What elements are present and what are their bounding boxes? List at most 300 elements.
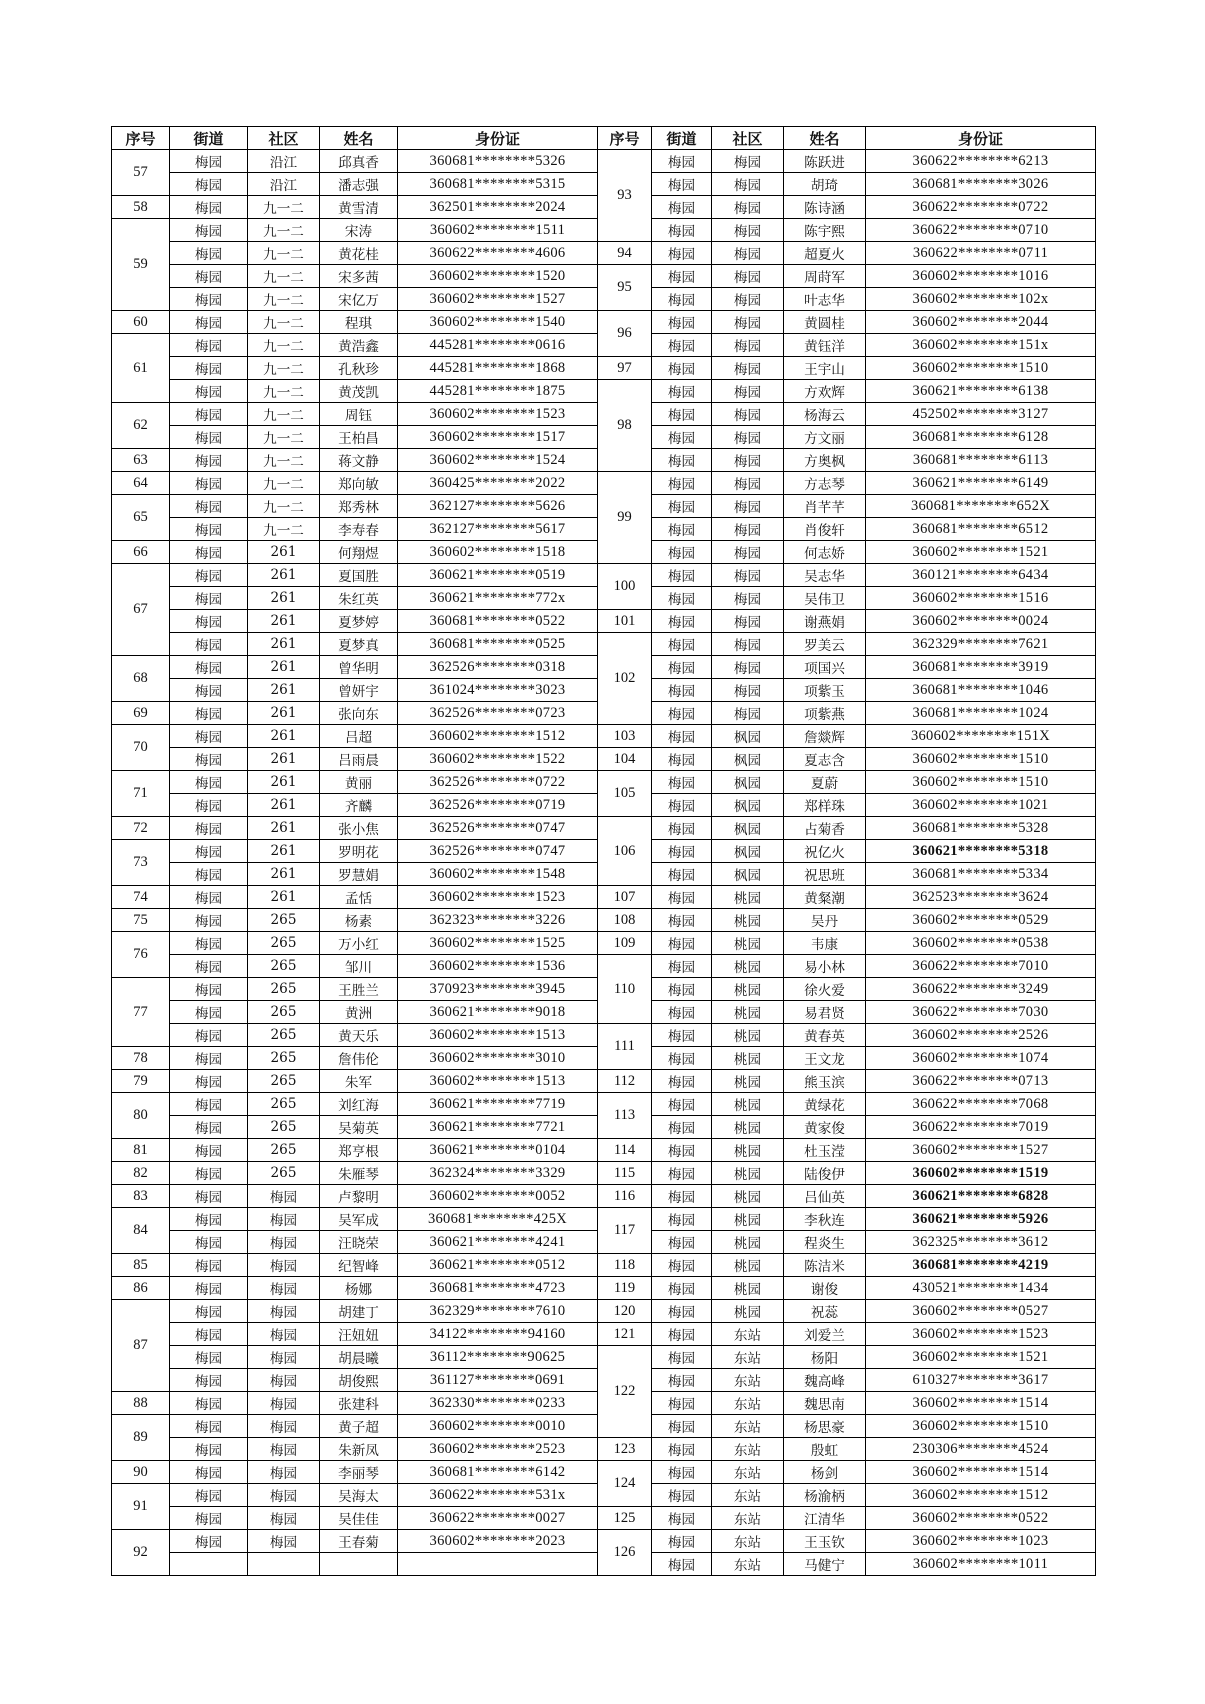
id-cell: 360622********531x	[398, 1484, 598, 1507]
name-cell: 黄家俊	[784, 1116, 866, 1139]
roster-body	[112, 150, 1096, 1576]
street-cell: 梅园	[652, 1162, 712, 1185]
id-cell: 362526********0318	[398, 656, 598, 679]
name-cell: 陈跃进	[784, 150, 866, 173]
id-cell: 362501********2024	[398, 196, 598, 219]
id-cell: 360602********2523	[398, 1438, 598, 1461]
street-cell: 梅园	[652, 541, 712, 564]
name-cell: 朱红英	[320, 587, 398, 610]
name-cell: 吴海太	[320, 1484, 398, 1507]
name-cell: 黄雪清	[320, 196, 398, 219]
community-cell: 九一二	[248, 219, 320, 242]
id-cell: 445281********1875	[398, 380, 598, 403]
id-cell: 360681********1046	[866, 679, 1096, 702]
community-cell: 东站	[712, 1461, 784, 1484]
street-cell: 梅园	[170, 1208, 248, 1231]
seq-cell: 96	[598, 311, 652, 357]
table-row	[112, 725, 1096, 748]
community-cell: 梅园	[712, 679, 784, 702]
community-cell: 九一二	[248, 242, 320, 265]
id-cell: 360622********0027	[398, 1507, 598, 1530]
street-cell: 梅园	[652, 1001, 712, 1024]
community-cell	[248, 1553, 320, 1576]
name-cell: 黄绿花	[784, 1093, 866, 1116]
id-cell: 360681********0525	[398, 633, 598, 656]
seq-cell: 109	[598, 932, 652, 955]
name-cell: 黄圆桂	[784, 311, 866, 334]
street-cell: 梅园	[652, 380, 712, 403]
community-cell: 桃园	[712, 1116, 784, 1139]
id-cell: 360602********1513	[398, 1024, 598, 1047]
seq-cell: 106	[598, 817, 652, 886]
id-cell: 362325********3612	[866, 1231, 1096, 1254]
street-cell: 梅园	[170, 564, 248, 587]
name-cell: 张向东	[320, 702, 398, 725]
street-cell: 梅园	[170, 311, 248, 334]
community-cell: 梅园	[712, 702, 784, 725]
name-cell: 魏高峰	[784, 1369, 866, 1392]
id-cell: 430521********1434	[866, 1277, 1096, 1300]
id-cell: 360622********7019	[866, 1116, 1096, 1139]
street-cell: 梅园	[170, 150, 248, 173]
name-cell: 吴菊英	[320, 1116, 398, 1139]
name-cell: 杨渝柄	[784, 1484, 866, 1507]
id-cell: 362526********0722	[398, 771, 598, 794]
id-cell: 360621********4241	[398, 1231, 598, 1254]
table-row	[112, 1024, 1096, 1047]
table-row	[112, 265, 1096, 288]
id-cell: 360602********1510	[866, 748, 1096, 771]
id-cell: 360602********1021	[866, 794, 1096, 817]
id-cell: 360602********2044	[866, 311, 1096, 334]
name-cell: 谢俊	[784, 1277, 866, 1300]
street-cell: 梅园	[652, 702, 712, 725]
table-row	[112, 1162, 1096, 1185]
id-cell: 360602********0527	[866, 1300, 1096, 1323]
name-cell: 朱军	[320, 1070, 398, 1093]
id-cell: 360622********0722	[866, 196, 1096, 219]
id-cell: 360681********5328	[866, 817, 1096, 840]
name-cell: 郑样珠	[784, 794, 866, 817]
table-row	[112, 1070, 1096, 1093]
seq-cell: 116	[598, 1185, 652, 1208]
seq-cell: 68	[112, 656, 170, 702]
seq-cell: 113	[598, 1093, 652, 1139]
community-cell: 桃园	[712, 1024, 784, 1047]
name-cell: 方文丽	[784, 426, 866, 449]
community-cell: 梅园	[712, 426, 784, 449]
name-cell: 陆俊伊	[784, 1162, 866, 1185]
seq-cell: 71	[112, 771, 170, 817]
id-cell: 360602********0010	[398, 1415, 598, 1438]
seq-cell: 115	[598, 1162, 652, 1185]
street-cell: 梅园	[652, 495, 712, 518]
name-cell: 詹燚辉	[784, 725, 866, 748]
id-cell: 360621********0512	[398, 1254, 598, 1277]
community-cell: 桃园	[712, 1254, 784, 1277]
community-cell: 东站	[712, 1530, 784, 1553]
id-cell: 360622********4606	[398, 242, 598, 265]
community-cell: 梅园	[712, 334, 784, 357]
name-cell: 王胜兰	[320, 978, 398, 1001]
name-cell: 何翔煜	[320, 541, 398, 564]
id-cell: 360621********6149	[866, 472, 1096, 495]
seq-cell: 58	[112, 196, 170, 219]
name-cell: 王玉钦	[784, 1530, 866, 1553]
name-cell: 孟恬	[320, 886, 398, 909]
id-cell: 360622********7030	[866, 1001, 1096, 1024]
id-cell: 360621********0519	[398, 564, 598, 587]
street-cell: 梅园	[652, 1185, 712, 1208]
id-cell: 360602********1074	[866, 1047, 1096, 1070]
street-cell: 梅园	[652, 932, 712, 955]
street-cell: 梅园	[170, 1438, 248, 1461]
name-cell: 郑亨根	[320, 1139, 398, 1162]
street-cell: 梅园	[170, 771, 248, 794]
id-cell: 360602********1023	[866, 1530, 1096, 1553]
id-cell: 360681********0522	[398, 610, 598, 633]
street-cell: 梅园	[652, 173, 712, 196]
table-row	[112, 380, 1096, 403]
street-cell: 梅园	[170, 886, 248, 909]
street-cell: 梅园	[652, 1507, 712, 1530]
community-cell: 梅园	[712, 150, 784, 173]
name-cell: 熊玉滨	[784, 1070, 866, 1093]
id-cell: 360621********0104	[398, 1139, 598, 1162]
id-cell: 360602********1517	[398, 426, 598, 449]
community-cell: 梅园	[248, 1530, 320, 1553]
street-cell: 梅园	[652, 1553, 712, 1576]
seq-cell: 61	[112, 334, 170, 403]
street-cell: 梅园	[652, 449, 712, 472]
community-cell: 梅园	[248, 1300, 320, 1323]
street-cell: 梅园	[652, 886, 712, 909]
community-cell: 梅园	[712, 449, 784, 472]
seq-cell: 118	[598, 1254, 652, 1277]
table-row	[112, 1277, 1096, 1300]
community-cell: 梅园	[712, 541, 784, 564]
table-row	[112, 771, 1096, 794]
id-cell: 360602********1513	[398, 1070, 598, 1093]
name-cell: 郑秀林	[320, 495, 398, 518]
name-cell: 方志琴	[784, 472, 866, 495]
seq-cell: 91	[112, 1484, 170, 1530]
street-cell: 梅园	[170, 1185, 248, 1208]
name-cell: 孔秋珍	[320, 357, 398, 380]
street-cell: 梅园	[170, 1001, 248, 1024]
header-community: 社区	[712, 127, 784, 150]
id-cell: 360602********1514	[866, 1461, 1096, 1484]
community-cell: 261	[248, 794, 320, 817]
id-cell	[398, 1553, 598, 1576]
community-cell: 桃园	[712, 1001, 784, 1024]
header-row	[112, 127, 1096, 150]
id-cell: 230306********4524	[866, 1438, 1096, 1461]
community-cell: 桃园	[712, 955, 784, 978]
street-cell: 梅园	[652, 817, 712, 840]
name-cell: 黄子超	[320, 1415, 398, 1438]
seq-cell: 125	[598, 1507, 652, 1530]
street-cell: 梅园	[652, 633, 712, 656]
table-row	[112, 1185, 1096, 1208]
street-cell: 梅园	[652, 1438, 712, 1461]
community-cell: 梅园	[712, 265, 784, 288]
table-row	[112, 1461, 1096, 1484]
table-row	[112, 1530, 1096, 1553]
community-cell: 261	[248, 886, 320, 909]
street-cell: 梅园	[170, 610, 248, 633]
community-cell: 桃园	[712, 1047, 784, 1070]
id-cell: 360681********5334	[866, 863, 1096, 886]
community-cell: 东站	[712, 1392, 784, 1415]
community-cell: 九一二	[248, 380, 320, 403]
community-cell: 梅园	[248, 1231, 320, 1254]
street-cell: 梅园	[652, 426, 712, 449]
street-cell: 梅园	[170, 1093, 248, 1116]
name-cell: 项国兴	[784, 656, 866, 679]
id-cell: 34122********94160	[398, 1323, 598, 1346]
id-cell: 360602********1512	[398, 725, 598, 748]
street-cell: 梅园	[170, 1461, 248, 1484]
seq-cell: 114	[598, 1139, 652, 1162]
community-cell: 265	[248, 1162, 320, 1185]
community-cell: 261	[248, 840, 320, 863]
seq-cell: 64	[112, 472, 170, 495]
street-cell: 梅园	[170, 1323, 248, 1346]
seq-cell: 81	[112, 1139, 170, 1162]
id-cell: 360602********0024	[866, 610, 1096, 633]
community-cell: 261	[248, 587, 320, 610]
community-cell: 沿江	[248, 173, 320, 196]
table-row	[112, 932, 1096, 955]
name-cell: 徐火爱	[784, 978, 866, 1001]
id-cell: 360622********7010	[866, 955, 1096, 978]
street-cell: 梅园	[170, 978, 248, 1001]
name-cell: 杨海云	[784, 403, 866, 426]
name-cell: 邹川	[320, 955, 398, 978]
street-cell: 梅园	[170, 472, 248, 495]
street-cell: 梅园	[170, 288, 248, 311]
name-cell: 胡晨曦	[320, 1346, 398, 1369]
seq-cell: 97	[598, 357, 652, 380]
street-cell: 梅园	[652, 472, 712, 495]
seq-cell: 77	[112, 978, 170, 1047]
id-cell: 360602********1524	[398, 449, 598, 472]
seq-cell: 107	[598, 886, 652, 909]
seq-cell: 66	[112, 541, 170, 564]
street-cell: 梅园	[652, 1093, 712, 1116]
seq-cell: 121	[598, 1323, 652, 1346]
community-cell: 梅园	[248, 1369, 320, 1392]
seq-cell: 98	[598, 380, 652, 472]
community-cell: 梅园	[712, 656, 784, 679]
street-cell: 梅园	[170, 725, 248, 748]
name-cell: 卢黎明	[320, 1185, 398, 1208]
street-cell: 梅园	[170, 265, 248, 288]
id-cell: 360602********0529	[866, 909, 1096, 932]
name-cell: 刘爱兰	[784, 1323, 866, 1346]
id-cell: 360681********6113	[866, 449, 1096, 472]
community-cell: 九一二	[248, 265, 320, 288]
name-cell: 杨阳	[784, 1346, 866, 1369]
id-cell: 360602********1523	[398, 886, 598, 909]
street-cell: 梅园	[652, 1024, 712, 1047]
id-cell: 360602********1527	[866, 1139, 1096, 1162]
name-cell: 陈洁米	[784, 1254, 866, 1277]
name-cell: 罗慧娟	[320, 863, 398, 886]
street-cell: 梅园	[652, 1369, 712, 1392]
table-row	[112, 748, 1096, 771]
street-cell: 梅园	[652, 840, 712, 863]
id-cell: 360681********3919	[866, 656, 1096, 679]
name-cell: 黄天乐	[320, 1024, 398, 1047]
seq-cell: 105	[598, 771, 652, 817]
name-cell: 吴伟卫	[784, 587, 866, 610]
id-cell: 360602********1521	[866, 541, 1096, 564]
id-cell: 360622********7068	[866, 1093, 1096, 1116]
id-cell: 360602********0522	[866, 1507, 1096, 1530]
community-cell: 东站	[712, 1415, 784, 1438]
seq-cell: 119	[598, 1277, 652, 1300]
name-cell: 占菊香	[784, 817, 866, 840]
street-cell: 梅园	[170, 1024, 248, 1047]
id-cell: 362127********5617	[398, 518, 598, 541]
table-row	[112, 311, 1096, 334]
community-cell: 梅园	[248, 1323, 320, 1346]
seq-cell: 73	[112, 840, 170, 886]
seq-cell: 72	[112, 817, 170, 840]
street-cell: 梅园	[652, 725, 712, 748]
header-name: 姓名	[784, 127, 866, 150]
id-cell: 360681********652X	[866, 495, 1096, 518]
table-row	[112, 242, 1096, 265]
table-row	[112, 1323, 1096, 1346]
community-cell: 梅园	[248, 1461, 320, 1484]
id-cell: 360602********1536	[398, 955, 598, 978]
id-cell: 362330********0233	[398, 1392, 598, 1415]
name-cell: 李秋连	[784, 1208, 866, 1231]
name-cell: 夏蔚	[784, 771, 866, 794]
community-cell: 265	[248, 955, 320, 978]
name-cell: 祝蕊	[784, 1300, 866, 1323]
name-cell: 黄春英	[784, 1024, 866, 1047]
community-cell: 梅园	[712, 403, 784, 426]
name-cell: 夏梦婷	[320, 610, 398, 633]
community-cell: 梅园	[248, 1185, 320, 1208]
name-cell: 宋涛	[320, 219, 398, 242]
community-cell: 桃园	[712, 1300, 784, 1323]
name-cell: 陈宇熙	[784, 219, 866, 242]
community-cell: 九一二	[248, 472, 320, 495]
table-row	[112, 909, 1096, 932]
name-cell: 杨思豪	[784, 1415, 866, 1438]
table-row	[112, 564, 1096, 587]
id-cell: 360602********1521	[866, 1346, 1096, 1369]
street-cell: 梅园	[170, 1277, 248, 1300]
table-row	[112, 817, 1096, 840]
street-cell: 梅园	[170, 196, 248, 219]
seq-cell: 101	[598, 610, 652, 633]
id-cell: 360621********7719	[398, 1093, 598, 1116]
id-cell: 362329********7610	[398, 1300, 598, 1323]
seq-cell: 67	[112, 564, 170, 656]
seq-cell: 84	[112, 1208, 170, 1254]
street-cell: 梅园	[170, 909, 248, 932]
name-cell: 陈诗涵	[784, 196, 866, 219]
name-cell: 詹伟伦	[320, 1047, 398, 1070]
community-cell: 东站	[712, 1553, 784, 1576]
name-cell: 黄钰洋	[784, 334, 866, 357]
table-row	[112, 1346, 1096, 1369]
community-cell: 桃园	[712, 1231, 784, 1254]
name-cell: 蒋文静	[320, 449, 398, 472]
street-cell: 梅园	[170, 1507, 248, 1530]
community-cell: 桃园	[712, 909, 784, 932]
seq-cell: 57	[112, 150, 170, 196]
name-cell: 祝思班	[784, 863, 866, 886]
community-cell: 九一二	[248, 357, 320, 380]
name-cell: 王宇山	[784, 357, 866, 380]
community-cell: 261	[248, 610, 320, 633]
id-cell: 360621********772x	[398, 587, 598, 610]
name-cell: 胡琦	[784, 173, 866, 196]
seq-cell: 86	[112, 1277, 170, 1300]
street-cell	[170, 1553, 248, 1576]
id-cell: 360602********1527	[398, 288, 598, 311]
community-cell: 梅园	[712, 242, 784, 265]
id-cell: 361127********0691	[398, 1369, 598, 1392]
id-cell: 360602********0538	[866, 932, 1096, 955]
name-cell: 黄茂凯	[320, 380, 398, 403]
street-cell: 梅园	[170, 863, 248, 886]
seq-cell: 108	[598, 909, 652, 932]
id-cell: 360602********1511	[398, 219, 598, 242]
name-cell: 项紫玉	[784, 679, 866, 702]
roster-table	[111, 126, 1096, 1576]
id-cell: 360602********0052	[398, 1185, 598, 1208]
community-cell: 九一二	[248, 311, 320, 334]
name-cell: 易君贤	[784, 1001, 866, 1024]
street-cell: 梅园	[652, 219, 712, 242]
name-cell: 杨娜	[320, 1277, 398, 1300]
street-cell: 梅园	[170, 242, 248, 265]
name-cell: 纪智峰	[320, 1254, 398, 1277]
street-cell: 梅园	[170, 679, 248, 702]
id-cell: 360681********425X	[398, 1208, 598, 1231]
name-cell: 吴丹	[784, 909, 866, 932]
seq-cell: 93	[598, 150, 652, 242]
id-cell: 610327********3617	[866, 1369, 1096, 1392]
name-cell: 杨剑	[784, 1461, 866, 1484]
community-cell: 桃园	[712, 1162, 784, 1185]
community-cell: 梅园	[248, 1277, 320, 1300]
header-community: 社区	[248, 127, 320, 150]
name-cell: 朱雁琴	[320, 1162, 398, 1185]
seq-cell: 87	[112, 1300, 170, 1392]
street-cell: 梅园	[170, 656, 248, 679]
id-cell: 360681********6142	[398, 1461, 598, 1484]
roster-sheet	[111, 126, 1096, 1576]
street-cell: 梅园	[170, 1047, 248, 1070]
id-cell: 360622********0713	[866, 1070, 1096, 1093]
street-cell: 梅园	[652, 1208, 712, 1231]
table-row	[112, 1300, 1096, 1323]
community-cell: 梅园	[712, 633, 784, 656]
name-cell: 张建科	[320, 1392, 398, 1415]
id-cell: 360681********4723	[398, 1277, 598, 1300]
seq-cell: 92	[112, 1530, 170, 1576]
street-cell: 梅园	[170, 1139, 248, 1162]
